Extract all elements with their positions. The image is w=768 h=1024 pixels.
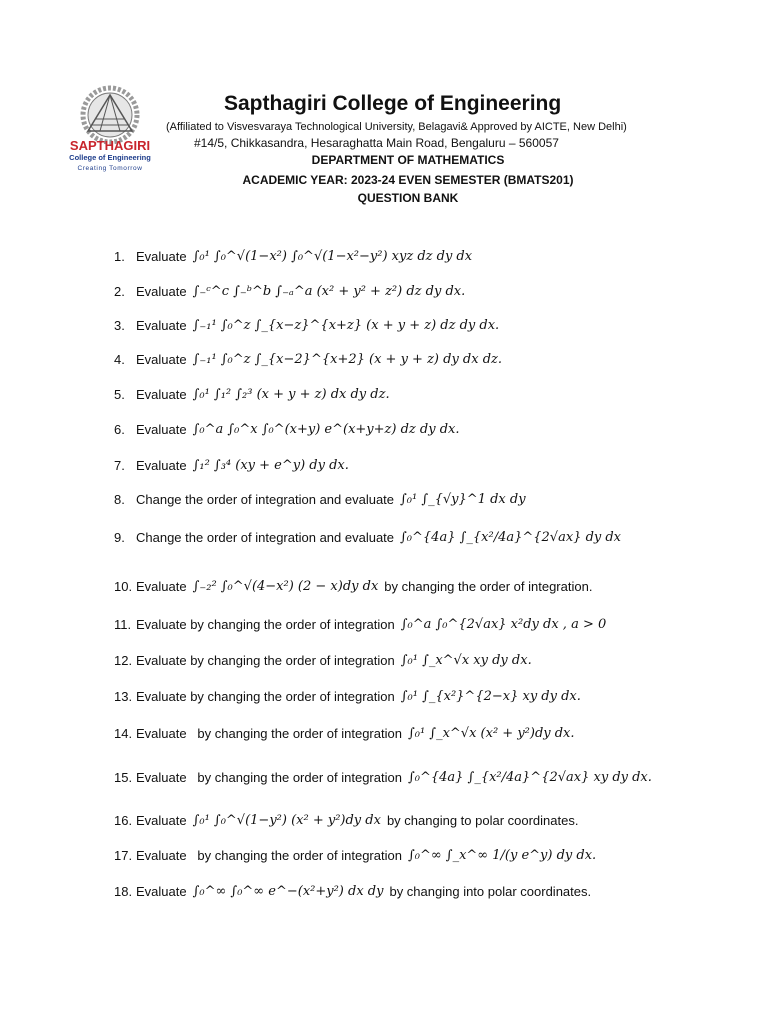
question-number: 5.: [114, 387, 125, 402]
question-item: [114, 352, 748, 367]
question-expression: ∫₁² ∫₃⁴ (xy + e^y) dy dx.: [192, 458, 349, 473]
question-text: Evaluate by changing the order of integration: [136, 617, 395, 632]
question-number: 14.: [114, 726, 133, 741]
question-text: Evaluate by changing the order of integration: [136, 848, 402, 863]
question-expression: ∫₀^{4a} ∫_{x²/4a}^{2√ax} dy dx: [400, 530, 622, 545]
question-item: [114, 492, 748, 507]
question-number: 4.: [114, 352, 125, 367]
question-expression: ∫₀^{4a} ∫_{x²/4a}^{2√ax} xy dy dx.: [407, 770, 652, 785]
question-item: [114, 249, 748, 264]
question-expression: ∫₀¹ ∫₀^√(1−x²) ∫₀^√(1−x²−y²) xyz dz dy dx: [192, 249, 473, 264]
college-logo: [60, 85, 160, 177]
question-number: 9.: [114, 530, 125, 545]
question-expression: ∫₀^∞ ∫₀^∞ e^−(x²+y²) dx dy: [192, 884, 384, 899]
question-item: [114, 726, 748, 741]
question-item: [114, 318, 748, 333]
question-item: [114, 617, 748, 632]
question-suffix: by changing into polar coordinates.: [389, 884, 592, 899]
logo-subtitle: College of Engineering: [69, 153, 151, 162]
question-text: Evaluate: [136, 318, 187, 333]
question-text: Evaluate: [136, 884, 187, 899]
question-text: Evaluate: [136, 387, 187, 402]
address-line: #14/5, Chikkasandra, Hesaraghatta Main Road, Bengaluru – 560057: [194, 136, 559, 150]
question-item: [114, 689, 748, 704]
department-heading: DEPARTMENT OF MATHEMATICS: [311, 153, 505, 167]
question-number: 11.: [114, 617, 132, 632]
question-number: 8.: [114, 492, 125, 507]
question-item: [114, 387, 748, 402]
question-text: Evaluate: [136, 458, 187, 473]
gear-emblem-icon: [83, 88, 137, 142]
college-name: Sapthagiri College of Engineering: [224, 92, 562, 115]
question-number: 12.: [114, 653, 133, 668]
question-expression: ∫₀¹ ∫_{x²}^{2−x} xy dy dx.: [400, 689, 581, 704]
logo-tagline: Creating Tomorrow: [77, 165, 143, 172]
question-item: [114, 458, 748, 473]
question-text: Evaluate by changing the order of integration: [136, 653, 395, 668]
question-text: Evaluate: [136, 422, 187, 437]
question-number: 3.: [114, 318, 125, 333]
question-number: 16.: [114, 813, 133, 828]
question-item: [114, 579, 748, 594]
question-suffix: by changing to polar coordinates.: [386, 813, 579, 828]
question-item: [114, 848, 748, 863]
question-expression: ∫₀¹ ∫_{√y}^1 dx dy: [400, 492, 526, 507]
question-expression: ∫₀^a ∫₀^{2√ax} x²dy dx , a > 0: [400, 617, 607, 632]
question-item: [114, 530, 748, 545]
question-text: Evaluate: [136, 813, 187, 828]
question-expression: ∫₀¹ ∫₀^√(1−y²) (x² + y²)dy dx: [192, 813, 381, 828]
question-expression: ∫₀^∞ ∫_x^∞ 1/(y e^y) dy dx.: [407, 848, 597, 863]
question-number: 10.: [114, 579, 133, 594]
question-expression: ∫₀¹ ∫_x^√x (x² + y²)dy dx.: [407, 726, 575, 741]
question-expression: ∫₀¹ ∫₁² ∫₂³ (x + y + z) dx dy dz.: [192, 387, 390, 402]
question-item: [114, 422, 748, 437]
question-number: 2.: [114, 284, 125, 299]
question-expression: ∫₋₁¹ ∫₀^z ∫_{x−2}^{x+2} (x + y + z) dy dx dz.: [192, 352, 503, 367]
question-item: [114, 770, 748, 785]
question-text: Evaluate: [136, 284, 187, 299]
question-number: 15.: [114, 770, 133, 785]
question-number: 7.: [114, 458, 125, 473]
question-suffix: by changing the order of integration.: [384, 579, 593, 594]
question-expression: ∫₀^a ∫₀^x ∫₀^(x+y) e^(x+y+z) dz dy dx.: [192, 422, 460, 437]
question-text: Evaluate by changing the order of integration: [136, 770, 402, 785]
question-expression: ∫₋ᶜ^c ∫₋ᵇ^b ∫₋ₐ^a (x² + y² + z²) dz dy dx.: [192, 284, 466, 299]
question-item: [114, 884, 748, 899]
question-number: 18.: [114, 884, 133, 899]
document-title: QUESTION BANK: [357, 191, 459, 205]
logo-name: SAPTHAGIRI: [69, 138, 151, 153]
question-text: Change the order of integration and evaluate: [136, 492, 395, 507]
question-number: 13.: [114, 689, 133, 704]
question-item: [114, 284, 748, 299]
question-item: [114, 813, 748, 828]
question-text: Evaluate: [136, 249, 187, 264]
question-text: Evaluate: [136, 352, 187, 367]
academic-year-heading: ACADEMIC YEAR: 2023-24 EVEN SEMESTER (BMATS201): [242, 173, 574, 187]
question-expression: ∫₋₁¹ ∫₀^z ∫_{x−z}^{x+z} (x + y + z) dz dy dx.: [192, 318, 500, 333]
question-number: 6.: [114, 422, 125, 437]
question-number: 17.: [114, 848, 133, 863]
question-text: Evaluate: [136, 579, 187, 594]
question-item: [114, 653, 748, 668]
question-text: Change the order of integration and evaluate: [136, 530, 395, 545]
question-expression: ∫₋₂² ∫₀^√(4−x²) (2 − x)dy dx: [192, 579, 379, 594]
affiliation-line: (Affiliated to Visvesvaraya Technological University, Belagavi& Approved by AICTE, New Delhi): [166, 121, 627, 133]
question-text: Evaluate by changing the order of integration: [136, 726, 402, 741]
question-text: Evaluate by changing the order of integration: [136, 689, 395, 704]
question-expression: ∫₀¹ ∫_x^√x xy dy dx.: [400, 653, 532, 668]
question-number: 1.: [114, 249, 125, 264]
